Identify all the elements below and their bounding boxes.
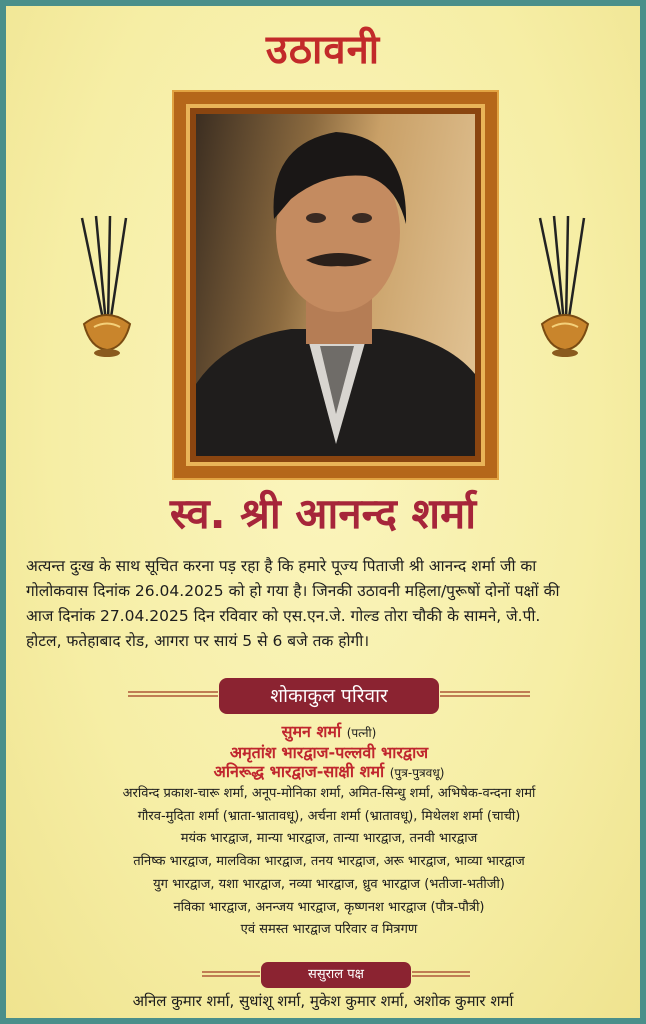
inlaws-line: अनिल कुमार शर्मा, सुधांशू शर्मा, मुकेश कुमार शर्मा, अशोक कुमार शर्मा	[132, 992, 514, 1010]
family-list	[16, 722, 642, 942]
notice-line: आज दिनांक 27.04.2025 दिन रविवार को एस.एन.जे. गोल्ड तोरा चौकी के सामने, जे.पी.	[26, 607, 541, 625]
family-highlight-line	[16, 743, 642, 762]
family-line: अरविन्द प्रकाश-चारू शर्मा, अनूप-मोनिका शर्मा, अमित-सिन्धु शर्मा, अभिषेक-वन्दना शर्मा	[122, 786, 536, 801]
notice-line: गोलोकवास दिनांक 26.04.2025 को हो गया है। जिनकी उठावनी महिला/पुरूषों दोनों पक्षों की	[26, 582, 560, 600]
family-line: युग भारद्वाज, यशा भारद्वाज, नव्या भारद्वाज, ध्रुव भारद्वाज (भतीजा-भतीजी)	[153, 876, 505, 892]
family-highlight-names: अनिरूद्ध भारद्वाज-साक्षी शर्मा	[213, 762, 385, 781]
family-relation: (पुत्र-पुत्रवधू)	[389, 766, 445, 780]
family-heading-banner: शोकाकुल परिवार	[219, 678, 439, 714]
family-line: नविका भारद्वाज, अनन्जय भारद्वाज, कृष्णनश भारद्वाज (पौत्र-पौत्री)	[173, 899, 485, 915]
deceased-name: स्व. श्री आनन्द शर्मा	[169, 489, 477, 538]
inlaws-heading-banner: ससुराल पक्ष	[261, 962, 411, 988]
family-highlight-line	[16, 722, 642, 743]
portrait-photo	[196, 114, 475, 456]
family-highlight-line	[16, 762, 642, 783]
divider-left	[128, 691, 218, 697]
notice-text	[26, 554, 630, 654]
family-line: मयंक भारद्वाज, मान्या भारद्वाज, तान्या भारद्वाज, तनवी भारद्वाज	[180, 831, 478, 847]
family-line: एवं समस्त भारद्वाज परिवार व मित्रगण	[240, 922, 418, 938]
divider-right-small	[412, 971, 470, 977]
notice-line: अत्यन्त दुःख के साथ सूचित करना पड़ रहा है कि हमारे पूज्य पिताजी श्री आनन्द शर्मा जी का	[26, 557, 537, 575]
divider-right	[440, 691, 530, 697]
divider-left-small	[202, 971, 260, 977]
family-highlight-names: अमृतांश भारद्वाज-पल्लवी भारद्वाज	[229, 743, 429, 762]
portrait-frame	[174, 92, 497, 478]
notice-line: होटल, फतेहाबाद रोड, आगरा पर सायं 5 से 6 बजे तक होगी।	[26, 632, 370, 650]
incense-left-icon	[70, 214, 140, 364]
family-relation: (पत्नी)	[346, 726, 377, 740]
family-line: तनिष्क भारद्वाज, मालविका भारद्वाज, तनय भारद्वाज, अरू भारद्वाज, भाव्या भारद्वाज	[133, 854, 525, 870]
family-line: गौरव-मुदिता शर्मा (भ्राता-भ्रातावधू), अर्चना शर्मा (भ्रातावधू), मिथेलश शर्मा (चाची)	[137, 808, 521, 824]
incense-right-icon	[528, 214, 598, 364]
page-title: उठावनी	[265, 27, 381, 73]
family-highlight-names: सुमन शर्मा	[281, 722, 342, 741]
